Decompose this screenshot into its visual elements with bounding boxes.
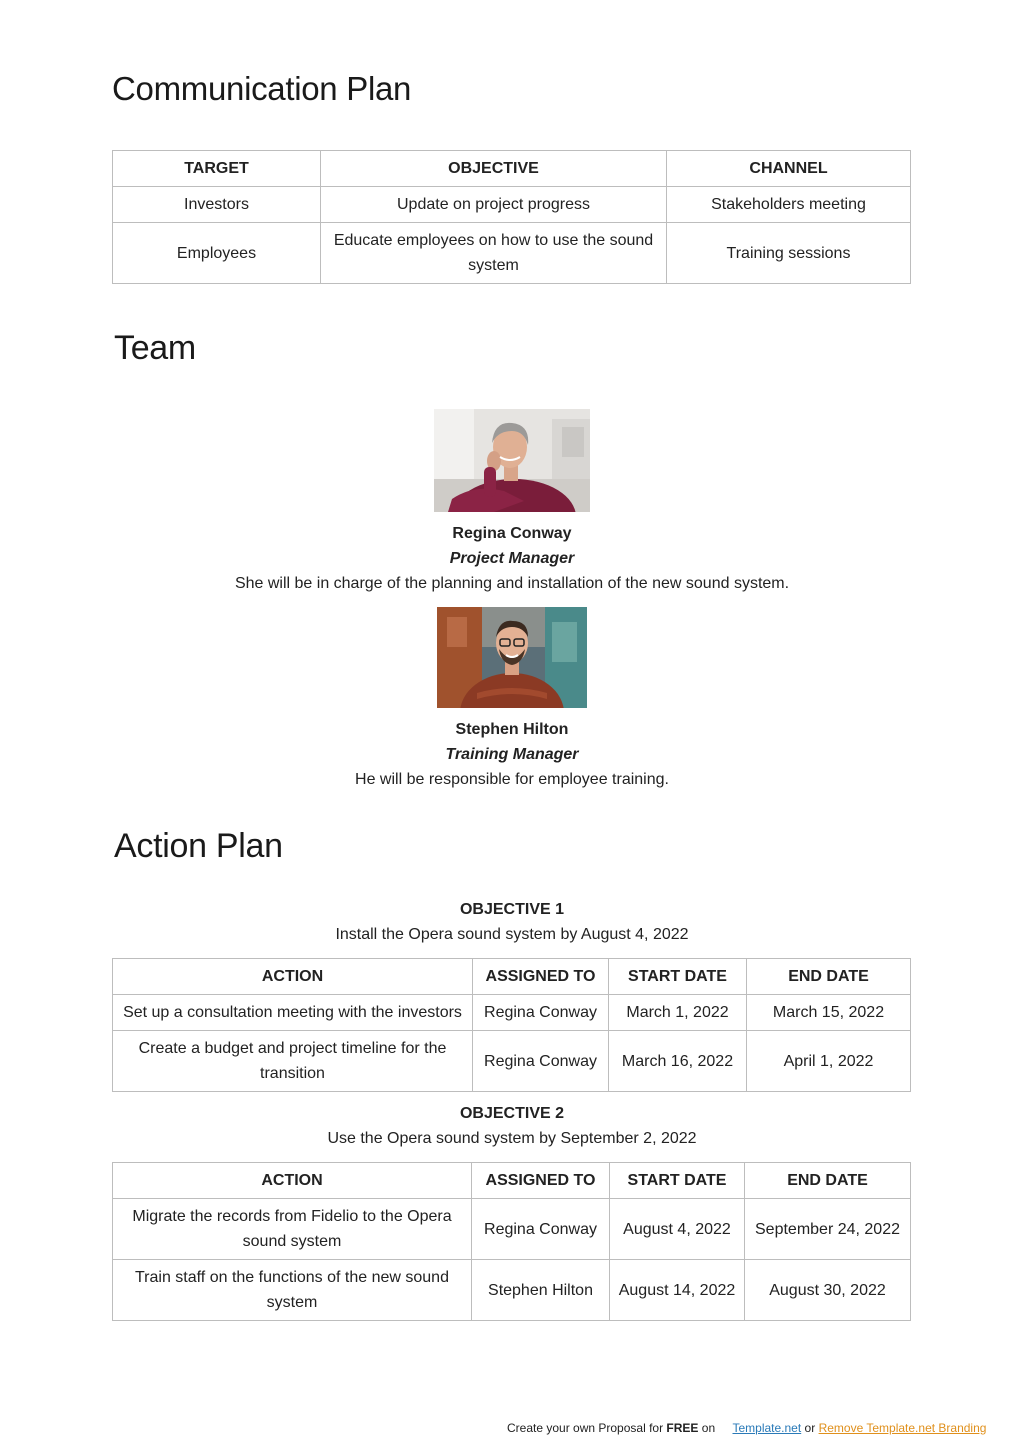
table-row xyxy=(113,1199,911,1260)
footer-on-text: on xyxy=(701,1421,716,1435)
remove-branding-link[interactable]: Remove Template.net Branding xyxy=(818,1421,987,1435)
table-header-row xyxy=(113,151,911,187)
objective-label: OBJECTIVE 1 xyxy=(459,901,565,918)
table-cell: August 30, 2022 xyxy=(745,1260,911,1321)
footer-or-text: or xyxy=(804,1421,816,1435)
table-cell: Stephen Hilton xyxy=(472,1260,610,1321)
column-header: OBJECTIVE xyxy=(321,151,667,187)
table-cell: Regina Conway xyxy=(473,1031,609,1092)
objective-label: OBJECTIVE 2 xyxy=(459,1105,565,1122)
column-header: END DATE xyxy=(745,1163,911,1199)
table-cell: August 4, 2022 xyxy=(610,1199,745,1260)
team-member-name: Stephen Hilton xyxy=(455,721,569,738)
table-row xyxy=(113,187,911,223)
table-cell: Create a budget and project timeline for the transition xyxy=(113,1031,473,1092)
footer-prefix-text: Create your own Proposal for xyxy=(507,1421,667,1435)
column-header: ACTION xyxy=(113,1163,472,1199)
objective-text: Install the Opera sound system by August 4, 2022 xyxy=(335,926,689,943)
table-cell: Regina Conway xyxy=(472,1199,610,1260)
footer-free-text: FREE xyxy=(666,1421,699,1435)
communication-plan-table xyxy=(112,150,911,284)
objective-2-table xyxy=(112,1162,911,1321)
table-cell: Training sessions xyxy=(667,223,911,284)
team-member-photo xyxy=(437,607,587,708)
column-header: ASSIGNED TO xyxy=(472,1163,610,1199)
team-member-description: He will be responsible for employee training. xyxy=(355,771,669,788)
table-cell: August 14, 2022 xyxy=(610,1260,745,1321)
table-cell: Educate employees on how to use the sound system xyxy=(321,223,667,284)
table-row xyxy=(113,995,911,1031)
table-cell: March 1, 2022 xyxy=(609,995,747,1031)
column-header: ASSIGNED TO xyxy=(473,959,609,995)
column-header: ACTION xyxy=(113,959,473,995)
table-cell: Update on project progress xyxy=(321,187,667,223)
column-header: TARGET xyxy=(113,151,321,187)
table-header-row xyxy=(113,959,911,995)
team-member-photo xyxy=(434,409,590,512)
column-header: START DATE xyxy=(610,1163,745,1199)
team-member-role: Project Manager xyxy=(449,550,575,567)
table-cell: Regina Conway xyxy=(473,995,609,1031)
template-net-link[interactable]: Template.net xyxy=(732,1421,802,1435)
table-cell: Set up a consultation meeting with the investors xyxy=(113,995,473,1031)
column-header: START DATE xyxy=(609,959,747,995)
team-heading: Team xyxy=(114,329,196,367)
action-plan-heading: Action Plan xyxy=(114,827,283,865)
table-cell: Train staff on the functions of the new sound system xyxy=(113,1260,472,1321)
table-row xyxy=(113,1260,911,1321)
table-row xyxy=(113,1031,911,1092)
table-cell: September 24, 2022 xyxy=(745,1199,911,1260)
table-cell: April 1, 2022 xyxy=(747,1031,911,1092)
table-cell: Stakeholders meeting xyxy=(667,187,911,223)
table-header-row xyxy=(113,1163,911,1199)
column-header: END DATE xyxy=(747,959,911,995)
objective-text: Use the Opera sound system by September 2, 2022 xyxy=(327,1130,697,1147)
table-cell: March 16, 2022 xyxy=(609,1031,747,1092)
table-row xyxy=(113,223,911,284)
table-cell: March 15, 2022 xyxy=(747,995,911,1031)
column-header: CHANNEL xyxy=(667,151,911,187)
communication-plan-heading: Communication Plan xyxy=(112,70,412,107)
table-cell: Investors xyxy=(113,187,321,223)
table-cell: Migrate the records from Fidelio to the Opera sound system xyxy=(113,1199,472,1260)
branding-footer xyxy=(507,1419,986,1437)
team-member-role: Training Manager xyxy=(445,746,579,763)
team-member-name: Regina Conway xyxy=(452,525,572,542)
table-cell: Employees xyxy=(113,223,321,284)
team-member-description: She will be in charge of the planning and installation of the new sound system. xyxy=(234,575,790,592)
objective-1-table xyxy=(112,958,911,1092)
